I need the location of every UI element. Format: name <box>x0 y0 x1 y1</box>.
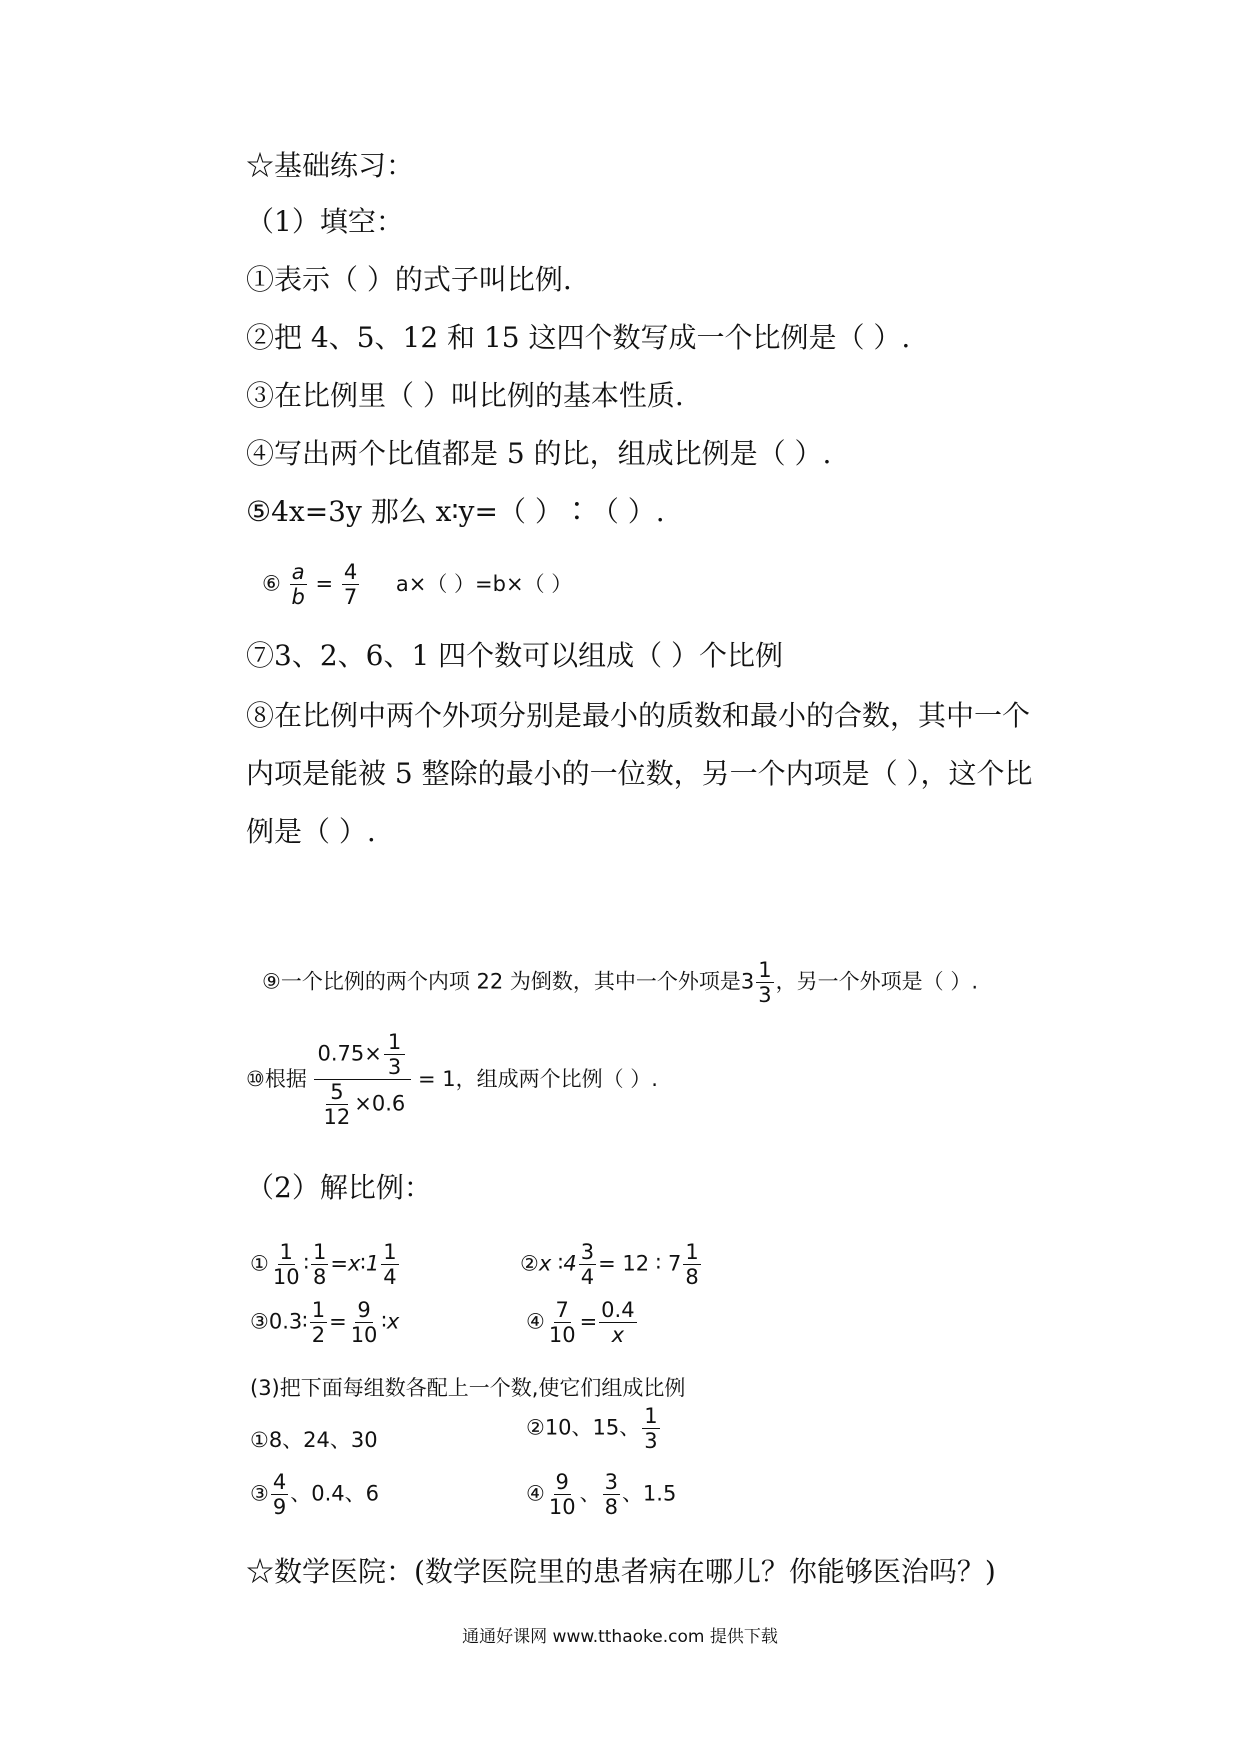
question-7: ⑦3、2、6、1 四个数可以组成（ ）个比例 <box>246 639 784 672</box>
g3-frac-num: 4 <box>272 1470 287 1494</box>
part2-heading: （2）解比例： <box>246 1171 432 1204</box>
eq4-f1-num: 7 <box>555 1298 569 1322</box>
eq4-mid: = <box>579 1309 598 1334</box>
eq2-frac1 <box>579 1240 596 1289</box>
q10-top-frac-den: 3 <box>387 1055 402 1080</box>
eq1-frac1 <box>271 1240 302 1289</box>
g2-frac <box>642 1404 659 1453</box>
group-1: ①8、24、30 <box>250 1428 378 1452</box>
eq3-frac1 <box>310 1298 327 1347</box>
q6-frac-num: a <box>291 560 305 584</box>
eq4-f2-num: 0.4 <box>601 1298 635 1322</box>
g2-frac-num: 1 <box>644 1404 658 1428</box>
q6-frac-den: b <box>291 585 305 610</box>
eq1-f3-num: 1 <box>383 1240 397 1264</box>
g4-sep: 、 <box>579 1481 601 1506</box>
g4-tail: 、1.5 <box>621 1481 677 1506</box>
q9-frac-den: 3 <box>758 983 772 1008</box>
eq2-a: x ∶4 <box>538 1251 577 1276</box>
q6-tail: a×（ ）=b×（ ） <box>395 571 573 596</box>
part3-heading: (3)把下面每组数各配上一个数,使它们组成比例 <box>250 1376 686 1400</box>
q6-frac47-num: 4 <box>343 560 358 584</box>
g3-frac-den: 9 <box>272 1495 287 1520</box>
eq1-mid: =x∶1 <box>330 1251 380 1276</box>
question-3: ③在比例里（ ）叫比例的基本性质. <box>246 379 684 412</box>
question-5: ⑤4x=3y 那么 x∶y=（ ）∶（ ）. <box>246 495 665 528</box>
eq3-f2-den: 10 <box>350 1323 378 1348</box>
part1-heading: （1）填空： <box>246 205 404 238</box>
g4-f2-den: 8 <box>604 1495 618 1520</box>
q10-bot-frac <box>322 1080 353 1129</box>
q10-big-fraction <box>314 1030 412 1130</box>
question-8-line1: ⑧在比例中两个外项分别是最小的质数和最小的合数，其中一个 <box>246 699 1031 732</box>
q10-top-frac <box>384 1030 405 1079</box>
group-2 <box>526 1404 662 1453</box>
eq1-f2-num: 1 <box>313 1240 327 1264</box>
g4-frac2 <box>603 1470 620 1519</box>
question-4: ④写出两个比值都是 5 的比，组成比例是（ ）. <box>246 437 832 470</box>
g2-frac-den: 3 <box>644 1429 658 1454</box>
basic-practice-heading: ☆基础练习： <box>246 149 415 182</box>
eq3-frac2 <box>349 1298 380 1347</box>
eq4-frac1 <box>547 1298 578 1347</box>
eq3-f2-num: 9 <box>357 1298 371 1322</box>
eq2-f1-den: 4 <box>580 1265 595 1290</box>
eq3-mid: = <box>329 1309 347 1334</box>
eq2-frac2 <box>683 1240 700 1289</box>
eq1-f1-den: 10 <box>272 1265 300 1290</box>
eq4-f2-den: x <box>611 1323 625 1348</box>
g4-label: ④ <box>526 1481 545 1506</box>
eq2-f1-num: 3 <box>580 1240 595 1264</box>
g4-f1-num: 9 <box>555 1470 569 1494</box>
q9-head: ⑨一个比例的两个内项 22 为倒数，其中一个外项是3 <box>262 969 755 994</box>
equation-1 <box>250 1240 401 1289</box>
eq4-label: ④ <box>526 1309 545 1334</box>
q9-frac <box>756 958 773 1007</box>
equation-4 <box>526 1298 639 1347</box>
q10-denominator <box>320 1080 406 1129</box>
group-4 <box>526 1470 676 1519</box>
question-9 <box>262 958 978 1007</box>
equation-2 <box>520 1240 703 1289</box>
eq4-f1-den: 10 <box>548 1323 576 1348</box>
q9-frac-num: 1 <box>758 958 772 982</box>
question-2: ②把 4、5、12 和 15 这四个数写成一个比例是（ ）. <box>246 321 911 354</box>
question-10 <box>246 1030 658 1130</box>
q10-top-a: 0.75× <box>317 1041 382 1066</box>
g3-label: ③ <box>250 1481 269 1506</box>
equation-3 <box>250 1298 399 1347</box>
group-3 <box>250 1470 379 1519</box>
math-hospital-heading: ☆数学医院：(数学医院里的患者病在哪儿？你能够医治吗？) <box>246 1555 996 1588</box>
q9-tail: ，另一个外项是（ ）. <box>775 969 978 994</box>
q10-top-frac-num: 1 <box>384 1030 405 1055</box>
eq1-f1-num: 1 <box>279 1240 293 1264</box>
eq1-frac3 <box>381 1240 398 1289</box>
q6-equals: = <box>315 571 334 596</box>
question-6 <box>262 560 572 609</box>
eq2-f2-den: 8 <box>685 1265 699 1290</box>
g4-f1-den: 10 <box>548 1495 576 1520</box>
g4-f2-num: 3 <box>604 1470 618 1494</box>
question-8-line3: 例是（ ）. <box>246 815 376 848</box>
g3-tail: 、0.4、6 <box>290 1481 379 1506</box>
q10-bot-b: ×0.6 <box>354 1091 406 1116</box>
question-1: ①表示（ ）的式子叫比例. <box>246 263 572 296</box>
eq1-frac2 <box>311 1240 328 1289</box>
eq3-f1-den: 2 <box>311 1323 326 1348</box>
g3-frac <box>271 1470 288 1519</box>
question-8-line2: 内项是能被 5 整除的最小的一位数，另一个内项是（ ），这个比 <box>246 757 1033 790</box>
q6-frac-47 <box>342 560 359 609</box>
eq3-f1-num: 1 <box>311 1298 326 1322</box>
q10-label: ⑩根据 <box>246 1066 307 1091</box>
eq2-f2-num: 1 <box>685 1240 699 1264</box>
q6-frac47-den: 7 <box>343 585 358 610</box>
footer-credit: 通通好课网 www.tthaoke.com 提供下载 <box>462 1627 778 1647</box>
q6-frac-ab <box>290 560 307 609</box>
g4-frac1 <box>547 1470 578 1519</box>
eq1-label: ① <box>250 1251 269 1276</box>
eq3-label: ③ <box>250 1309 269 1334</box>
g2-head: ②10、15、 <box>526 1415 641 1440</box>
q10-bot-frac-den: 12 <box>323 1105 351 1130</box>
eq1-f3-den: 4 <box>383 1265 397 1290</box>
eq2-mid: = 12 ∶ 7 <box>598 1251 682 1276</box>
eq3-a: 0.3∶ <box>268 1309 308 1334</box>
eq2-label: ② <box>520 1251 539 1276</box>
eq1-f2-den: 8 <box>313 1265 327 1290</box>
q10-bot-frac-num: 5 <box>326 1080 347 1105</box>
eq3-tail: ∶x <box>381 1309 400 1334</box>
q10-numerator <box>314 1030 412 1080</box>
q10-tail: = 1，组成两个比例（ ）. <box>417 1066 658 1091</box>
eq4-frac2 <box>599 1298 636 1347</box>
eq1-colon: ∶ <box>303 1251 310 1276</box>
q6-label: ⑥ <box>262 571 281 596</box>
